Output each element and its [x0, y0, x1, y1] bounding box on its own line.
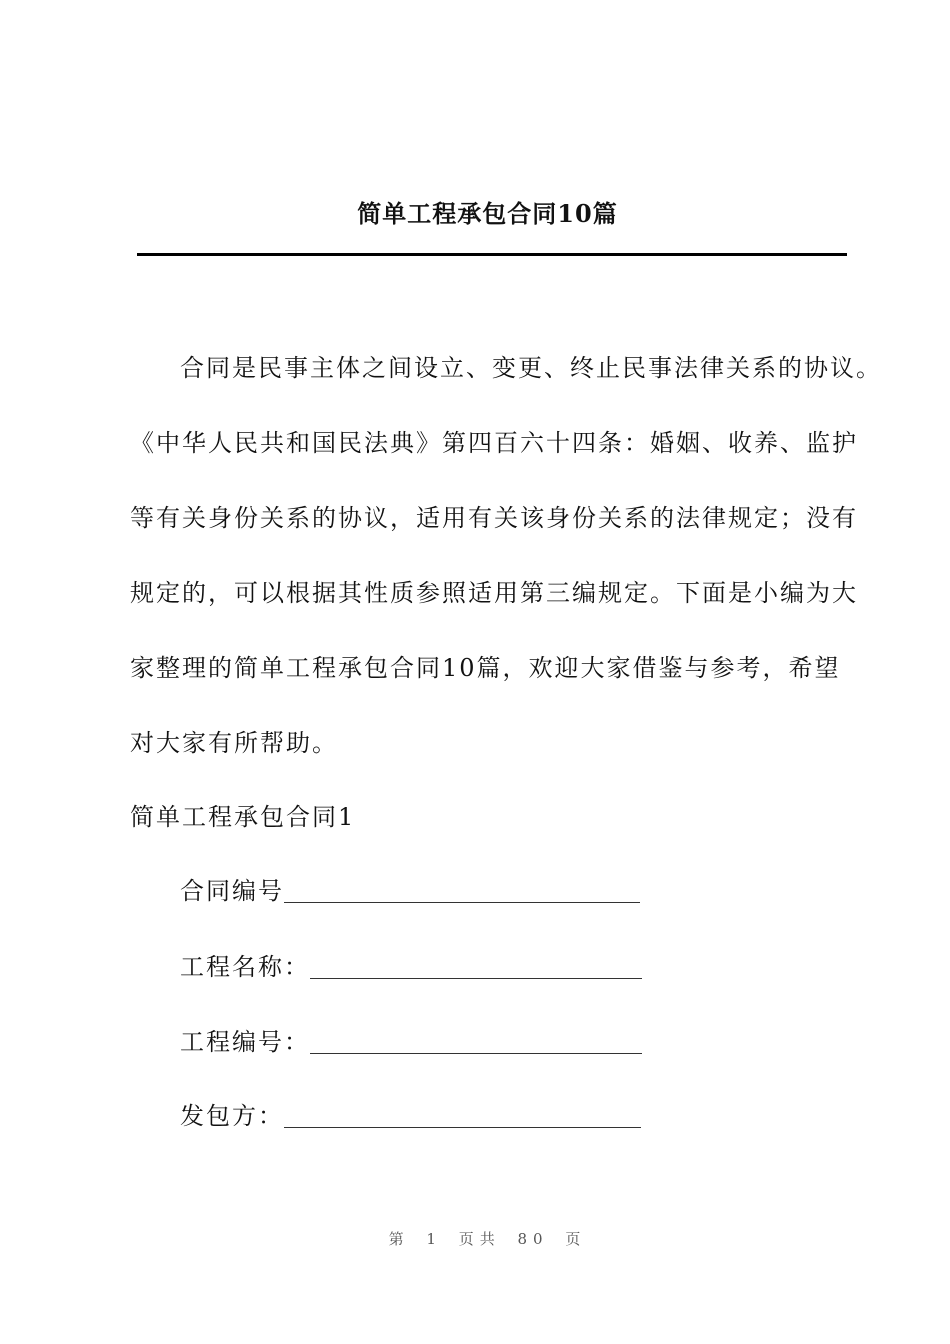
project-name-blank — [310, 978, 642, 979]
intro-line-4: 规定的，可以根据其性质参照适用第三编规定。下面是小编为大 — [130, 579, 858, 607]
project-number-label: 工程编号： — [180, 1028, 310, 1056]
contract-number-field — [180, 873, 640, 909]
section-heading: 简单工程承包合同1 — [130, 803, 356, 831]
intro-line-1: 合同是民事主体之间设立、变更、终止民事法律关系的协议。 — [180, 354, 882, 382]
intro-line-2: 《中华人民共和国民法典》第四百六十四条：婚姻、收养、监护 — [130, 429, 858, 457]
employer-label: 发包方： — [180, 1102, 284, 1130]
employer-field — [180, 1098, 641, 1134]
employer-blank — [284, 1127, 641, 1128]
project-name-field — [180, 949, 642, 985]
contract-number-blank — [284, 902, 640, 903]
page-footer: 第 1 页共 80 页 — [388, 1230, 587, 1248]
contract-number-label: 合同编号 — [180, 877, 284, 905]
project-number-blank — [310, 1053, 642, 1054]
intro-line-5: 家整理的简单工程承包合同10篇，欢迎大家借鉴与参考，希望 — [130, 654, 841, 682]
project-name-label: 工程名称： — [180, 953, 310, 981]
document-title: 简单工程承包合同10篇 — [357, 199, 618, 228]
project-number-field — [180, 1024, 642, 1060]
intro-line-3: 等有关身份关系的协议，适用有关该身份关系的法律规定；没有 — [130, 504, 858, 532]
intro-line-6: 对大家有所帮助。 — [130, 729, 338, 757]
title-underline — [137, 253, 847, 256]
